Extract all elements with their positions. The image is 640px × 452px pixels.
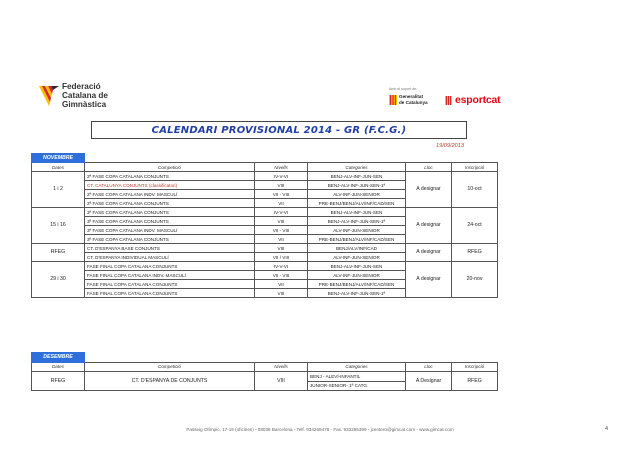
header-dates: Dates	[32, 163, 85, 172]
federation-emblem-icon	[38, 84, 60, 108]
table-row	[32, 244, 498, 253]
inscription-cell: RFEG	[452, 244, 498, 262]
categories-cell: BENJ-ALV-INF-JUN-SEN	[308, 262, 406, 271]
document-date: 19/09/2013	[436, 143, 464, 149]
competition-cell: 3ª FASE COPA CATALANA CONJUNTS	[85, 217, 255, 226]
header-categories: Categories	[308, 163, 406, 172]
place-cell: A designar	[406, 172, 452, 208]
generalitat-text-line1: Generalitat	[399, 94, 423, 99]
header-nivells: Nivells	[255, 362, 308, 372]
level-cell: VII - VIII	[255, 226, 308, 235]
section-header-desembre: DESEMBRE	[32, 353, 85, 363]
place-cell: A designar	[406, 262, 452, 298]
date-cell: 15 i 16	[32, 208, 85, 244]
categories-cell: BENJ-ALV-INF-JUN-SEN	[308, 172, 406, 181]
page-number: 4	[605, 426, 608, 432]
desembre-table	[31, 352, 498, 391]
table-row	[32, 208, 498, 217]
date-cell: RFEG	[32, 372, 85, 391]
date-cell: 1 i 2	[32, 172, 85, 208]
table-row	[32, 372, 498, 382]
place-cell: A designar	[406, 208, 452, 244]
level-cell: IV-V-VI	[255, 208, 308, 217]
esportcat-text: esportcat	[455, 94, 501, 106]
level-cell: VIII	[255, 181, 308, 190]
level-cell: VIII	[255, 289, 308, 298]
competition-cell: CT. D'ESPANYA DE CONJUNTS	[85, 372, 255, 391]
esportcat-logo	[445, 94, 505, 108]
level-cell: IV-V-VI	[255, 172, 308, 181]
level-cell: VII	[255, 280, 308, 289]
section-header-novembre: NOVEMBRE	[32, 154, 85, 163]
header-nivells: Nivells	[255, 163, 308, 172]
header-inscripcio: Inscripció	[452, 163, 498, 172]
table-row	[32, 172, 498, 181]
place-cell: A designar	[406, 244, 452, 262]
categories-cell: BENJ-ALV-INF-JUN-SEN-1ª	[308, 217, 406, 226]
competition-cell: FASE FINAL COPA CATALANA INDV. MASCULÍ	[85, 271, 255, 280]
level-cell: VIII	[255, 217, 308, 226]
header-dates: Dates	[32, 362, 85, 372]
categories-cell: PRE-BENJ/BENJ/ALV/INF/CAD/SEN	[308, 235, 406, 244]
competition-cell: 3ª FASE COPA CATALANA CONJUNTS	[85, 208, 255, 217]
header-categories: Categories	[308, 362, 406, 372]
federation-name: Federació Catalana de Gimnàstica	[62, 82, 108, 109]
categories-cell: ALV-INF-JUN-SENIOR	[308, 253, 406, 262]
competition-cell: FASE FINAL COPA CATALANA CONJUNTS	[85, 262, 255, 271]
level-cell: VII - VIII	[255, 190, 308, 199]
categories-cell: ALV-INF-JUN-SENIOR	[308, 226, 406, 235]
inscription-cell: 24-oct	[452, 208, 498, 244]
level-cell: VIII	[255, 372, 308, 391]
competition-cell: CT. CATALUNYA CONJUNTS (classificatori)	[85, 181, 255, 190]
categories-cell: ALV-INF-JUN-SENIOR	[308, 190, 406, 199]
categories-cell: PRE-BENJ/BENJ/ALV/INF/CAD/SEN	[308, 199, 406, 208]
table-row	[32, 262, 498, 271]
categories-cell: BENJ-ALV-INF-JUN-SEN	[308, 208, 406, 217]
level-cell: VIII	[255, 244, 308, 253]
competition-cell: 2ª FASE COPA CATALANA INDV. MASCULÍ	[85, 190, 255, 199]
competition-cell: FASE FINAL COPA CATALANA CONJUNTS	[85, 289, 255, 298]
novembre-table	[31, 153, 498, 298]
categories-cell: BENJ-ALV-INF-JUN-SEN-1ª	[308, 181, 406, 190]
date-cell: RFEG	[32, 244, 85, 262]
level-cell: IV-V-VI	[255, 262, 308, 271]
inscription-cell: RFEG	[452, 372, 498, 391]
categories-cell: ALV-INF-JUN-SENIOR	[308, 271, 406, 280]
competition-cell: CT. D'ESPANYA INDIVIDUAL MASCULÍ	[85, 253, 255, 262]
competition-cell: 3ª FASE COPA CATALANA INDV. MASCULÍ	[85, 226, 255, 235]
generalitat-text-line2: de Catalunya	[399, 99, 428, 105]
generalitat-emblem-icon	[389, 95, 397, 105]
level-cell: VII / VIII	[255, 253, 308, 262]
level-cell: VII - VIII	[255, 271, 308, 280]
generalitat-logo	[389, 94, 441, 108]
header-lloc: Lloc	[406, 362, 452, 372]
competition-cell: CT. D'ESPANYA BASE CONJUNTS	[85, 244, 255, 253]
federation-logo	[38, 82, 148, 112]
header-competicio: Competició	[85, 163, 255, 172]
table-header-row	[32, 362, 498, 372]
header-competicio: Competició	[85, 362, 255, 372]
categories-cell: BENJ - ALEVÍ-INFANTIL	[308, 372, 406, 382]
footer-text: Passeig Olímpic, 17-19 (oficines) - 08038 Barcelona - Telf. 934269478 - Fax. 933255399 - jcentero@gimcat.com - www.gimcat.com	[186, 427, 454, 432]
date-cell: 29 i 30	[32, 262, 85, 298]
competition-cell: 3ª FASE COPA CATALANA CONJUNTS	[85, 235, 255, 244]
categories-cell: PRE-BENJ/BENJ/ALV/INF/CAD/SEN	[308, 280, 406, 289]
competition-cell: 2ª FASE COPA CATALANA CONJUNTS	[85, 172, 255, 181]
place-cell: A Designar	[406, 372, 452, 391]
categories-cell: BENJ-ALV-INF-JUN-SEN-1ª	[308, 289, 406, 298]
support-label: Amb el suport de:	[389, 87, 418, 91]
header-lloc: Lloc	[406, 163, 452, 172]
inscription-cell: 10-oct	[452, 172, 498, 208]
page-title: CALENDARI PROVISIONAL 2014 - GR (F.C.G.)	[91, 121, 467, 139]
competition-cell: 2ª FASE COPA CATALANA CONJUNTS	[85, 199, 255, 208]
level-cell: VII	[255, 235, 308, 244]
header-inscripcio: Inscripció	[452, 362, 498, 372]
categories-cell: BENJ/ALV/INF/CAD	[308, 244, 406, 253]
esportcat-emblem-icon	[445, 96, 452, 105]
competition-cell: FASE FINAL COPA CATALANA CONJUNTS	[85, 280, 255, 289]
categories-cell: JUNIOR-SENIOR- 1ª CATG.	[308, 381, 406, 391]
table-header-row	[32, 163, 498, 172]
inscription-cell: 20-nov	[452, 262, 498, 298]
level-cell: VII	[255, 199, 308, 208]
